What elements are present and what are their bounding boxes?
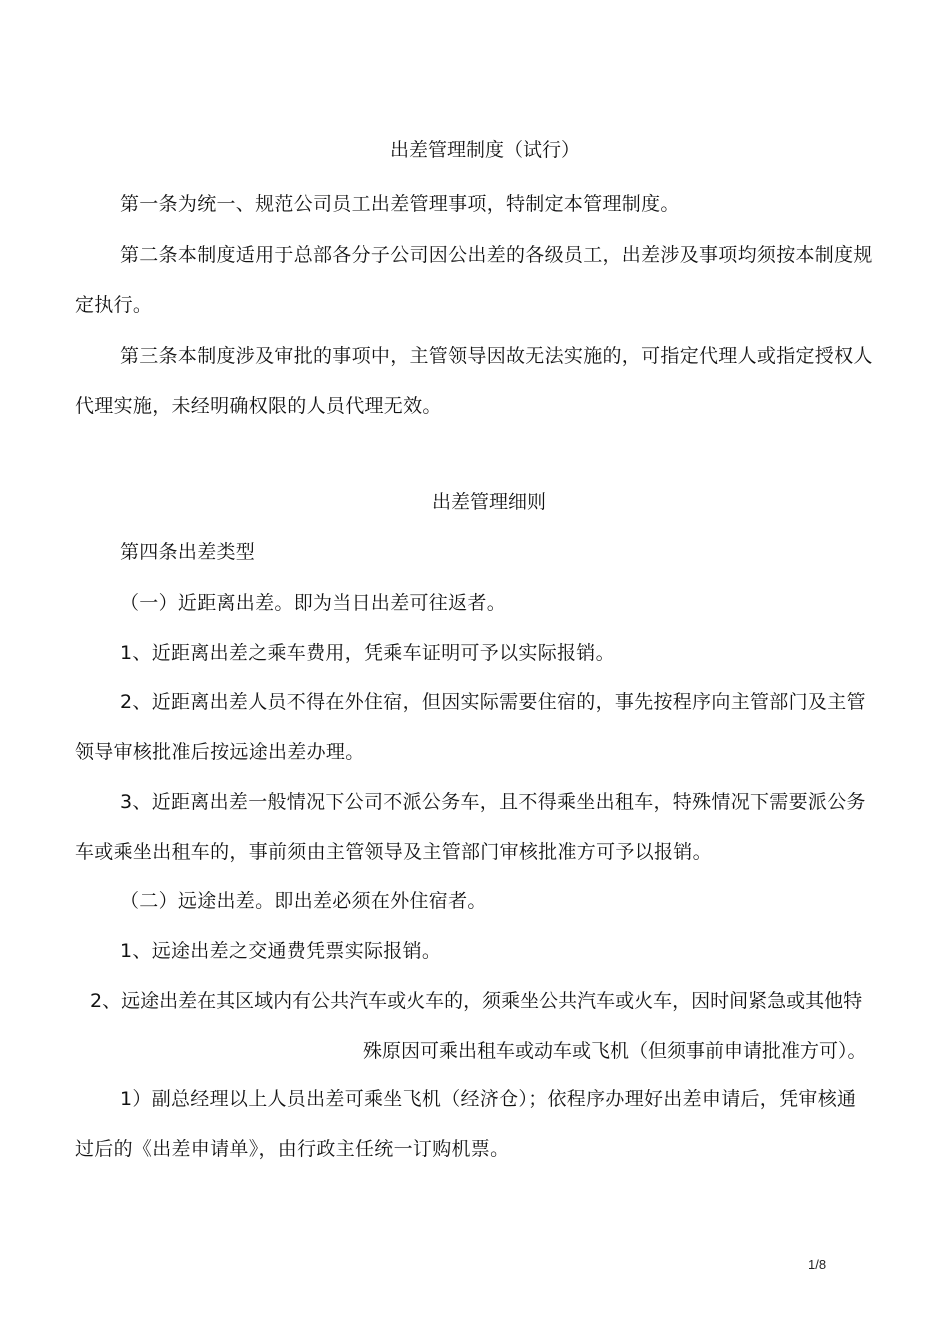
article-3-line-1: 第三条本制度涉及审批的事项中，主管领导因故无法实施的，可指定代理人或指定授权人 xyxy=(120,345,873,367)
long-trip-item-1: 1、远途出差之交通费凭票实际报销。 xyxy=(120,940,442,962)
short-trip-item-2-line-1: 2、近距离出差人员不得在外住宿，但因实际需要住宿的，事先按程序向主管部门及主管 xyxy=(120,691,866,713)
article-3-line-2: 代理实施，未经明确权限的人员代理无效。 xyxy=(75,395,442,417)
short-trip-heading: （一）近距离出差。即为当日出差可往返者。 xyxy=(120,592,507,614)
short-trip-item-3-line-1: 3、近距离出差一般情况下公司不派公务车，且不得乘坐出租车，特殊情况下需要派公务 xyxy=(120,791,866,813)
short-trip-item-1: 1、近距离出差之乘车费用，凭乘车证明可予以实际报销。 xyxy=(120,642,615,664)
article-1: 第一条为统一、规范公司员工出差管理事项，特制定本管理制度。 xyxy=(120,193,680,215)
article-2-line-2: 定执行。 xyxy=(75,294,153,316)
short-trip-item-2-line-2: 领导审核批准后按远途出差办理。 xyxy=(75,741,365,763)
document-title: 出差管理制度（试行） xyxy=(390,139,581,161)
article-2-line-1: 第二条本制度适用于总部各分子公司因公出差的各级员工，出差涉及事项均须按本制度规 xyxy=(120,244,873,266)
long-trip-sub-1-line-2: 过后的《出差申请单》，由行政主任统一订购机票。 xyxy=(75,1138,510,1160)
section-title: 出差管理细则 xyxy=(432,491,547,513)
short-trip-item-3-line-2: 车或乘坐出租车的，事前须由主管领导及主管部门审核批准方可予以报销。 xyxy=(75,841,712,863)
long-trip-item-2-line-2: 殊原因可乘出租车或动车或飞机（但须事前申请批准方可）。 xyxy=(363,1040,867,1062)
long-trip-heading: （二）远途出差。即出差必须在外住宿者。 xyxy=(120,890,487,912)
long-trip-sub-1-line-1: 1）副总经理以上人员出差可乘坐飞机（经济仓）；依程序办理好出差申请后，凭审核通 xyxy=(120,1088,857,1110)
article-4: 第四条出差类型 xyxy=(120,541,256,563)
page-number: 1/8 xyxy=(808,1257,827,1272)
long-trip-item-2-line-1: 2、远途出差在其区域内有公共汽车或火车的，须乘坐公共汽车或火车，因时间紧急或其他特 xyxy=(90,990,863,1012)
